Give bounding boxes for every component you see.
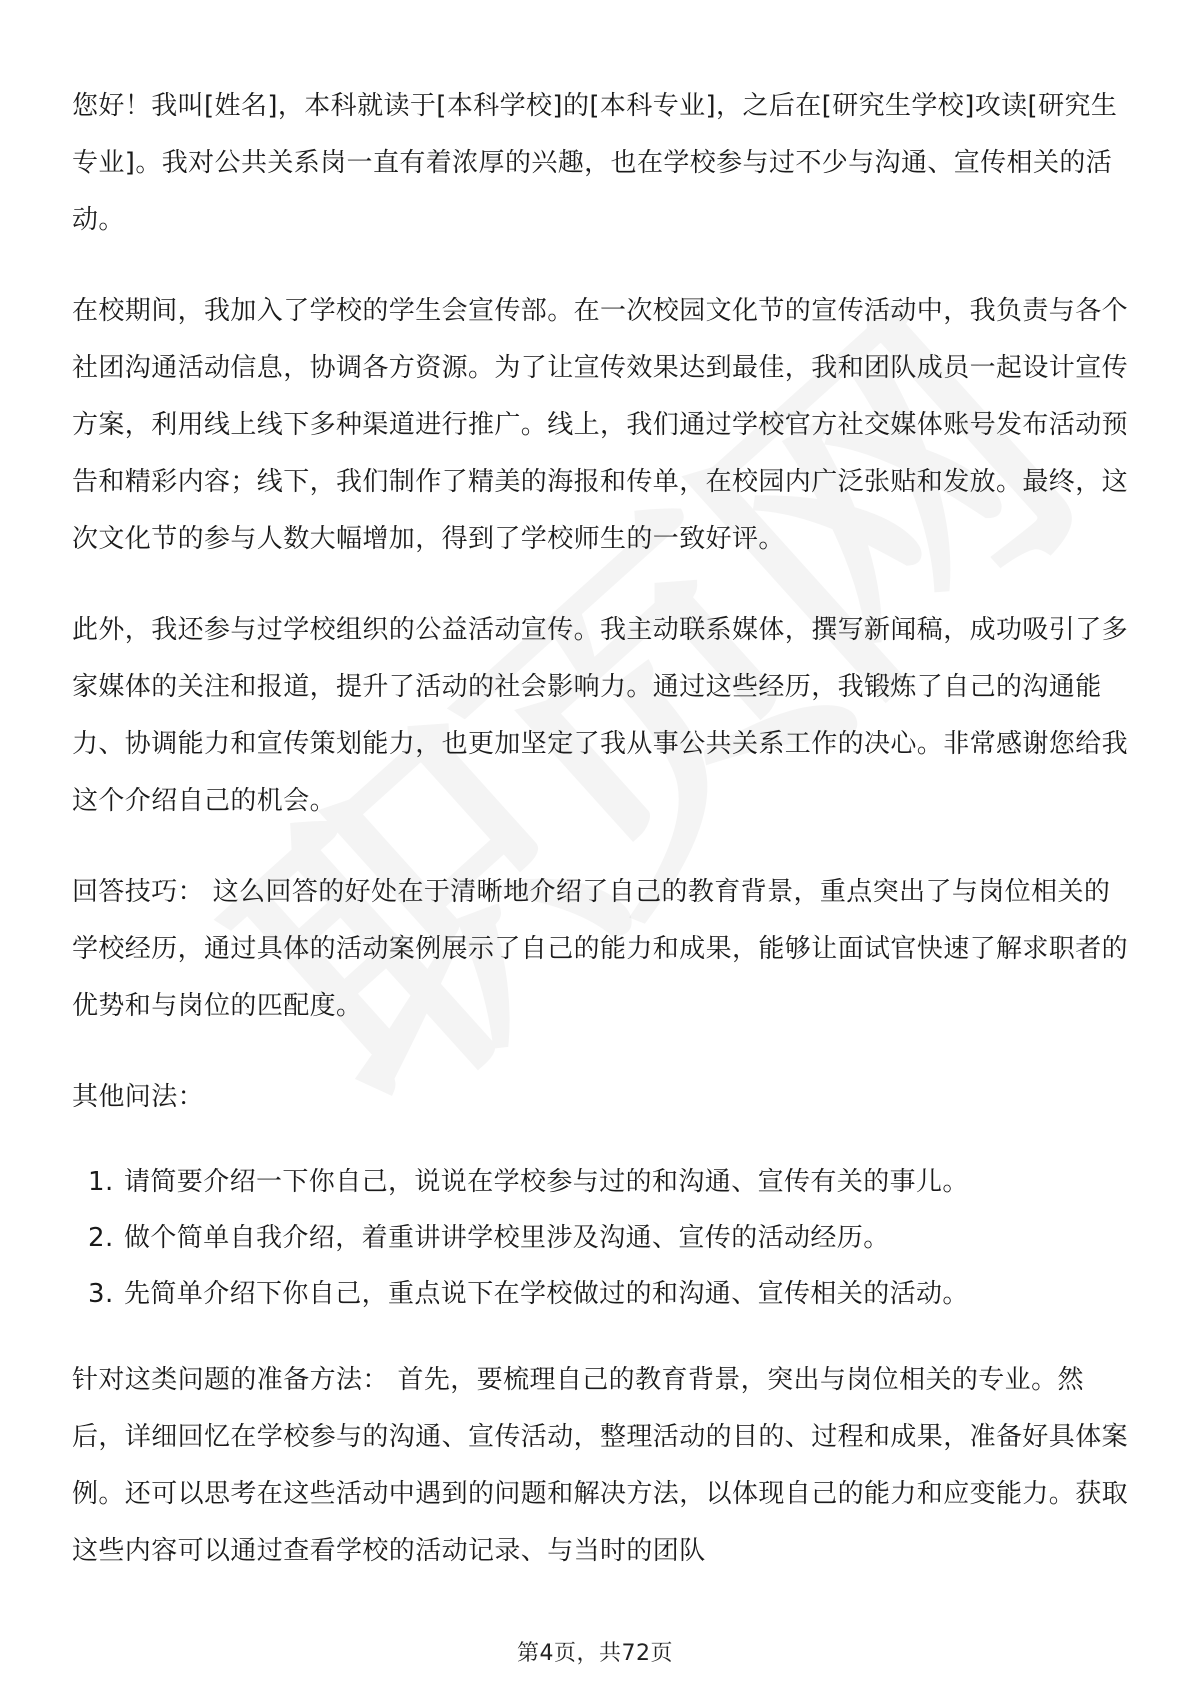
document-body <box>72 78 1132 1614</box>
paragraph-tips: 回答技巧： 这么回答的好处在于清晰地介绍了自己的教育背景，重点突出了与岗位相关的学校经历，通过具体的活动案例展示了自己的能力和成果，能够让面试官快速了解求职者的优势和与岗位的匹配度。 <box>72 877 1129 1021</box>
paragraph-intro: 您好！我叫[姓名]，本科就读于[本科学校]的[本科专业]，之后在[研究生学校]攻读[研究生专业]。我对公共关系岗一直有着浓厚的兴趣，也在学校参与过不少与沟通、宣传相关的活动。 <box>72 91 1118 235</box>
list-item-text: 先简单介绍下你自己，重点说下在学校做过的和沟通、宣传相关的活动。 <box>124 1279 969 1309</box>
other-questions-list <box>72 1154 1132 1322</box>
paragraph-experience-2: 此外，我还参与过学校组织的公益活动宣传。我主动联系媒体，撰写新闻稿，成功吸引了多家媒体的关注和报道，提升了活动的社会影响力。通过这些经历，我锻炼了自己的沟通能力、协调能力和宣传策划能力，也更加坚定了我从事公共关系工作的决心。非常感谢您给我这个介绍自己的机会。 <box>72 615 1129 816</box>
list-item-number: 3. <box>88 1279 114 1309</box>
list-item-number: 1. <box>88 1167 114 1197</box>
other-questions-label: 其他问法： <box>72 1082 205 1112</box>
list-item <box>88 1154 1132 1210</box>
list-item <box>88 1266 1132 1322</box>
page-number: 第4页，共72页 <box>517 1641 673 1666</box>
list-item-text: 请简要介绍一下你自己，说说在学校参与过的和沟通、宣传有关的事儿。 <box>124 1167 969 1197</box>
paragraph-experience-1: 在校期间，我加入了学校的学生会宣传部。在一次校园文化节的宣传活动中，我负责与各个社团沟通活动信息，协调各方资源。为了让宣传效果达到最佳，我和团队成员一起设计宣传方案，利用线上线下多种渠道进行推广。线上，我们通过学校官方社交媒体账号发布活动预告和精彩内容；线下，我们制作了精美的海报和传单，在校园内广泛张贴和发放。最终，这次文化节的参与人数大幅增加，得到了学校师生的一致好评。 <box>72 296 1129 554</box>
list-item-number: 2. <box>88 1223 114 1253</box>
list-item-text: 做个简单自我介绍，着重讲讲学校里涉及沟通、宣传的活动经历。 <box>124 1223 890 1253</box>
list-item <box>88 1210 1132 1266</box>
paragraph-preparation: 针对这类问题的准备方法： 首先，要梳理自己的教育背景，突出与岗位相关的专业。然后，详细回忆在学校参与的沟通、宣传活动，整理活动的目的、过程和成果，准备好具体案例。还可以思考在这些活动中遇到的问题和解决方法，以体现自己的能力和应变能力。获取这些内容可以通过查看学校的活动记录、与当时的团队 <box>72 1365 1129 1566</box>
